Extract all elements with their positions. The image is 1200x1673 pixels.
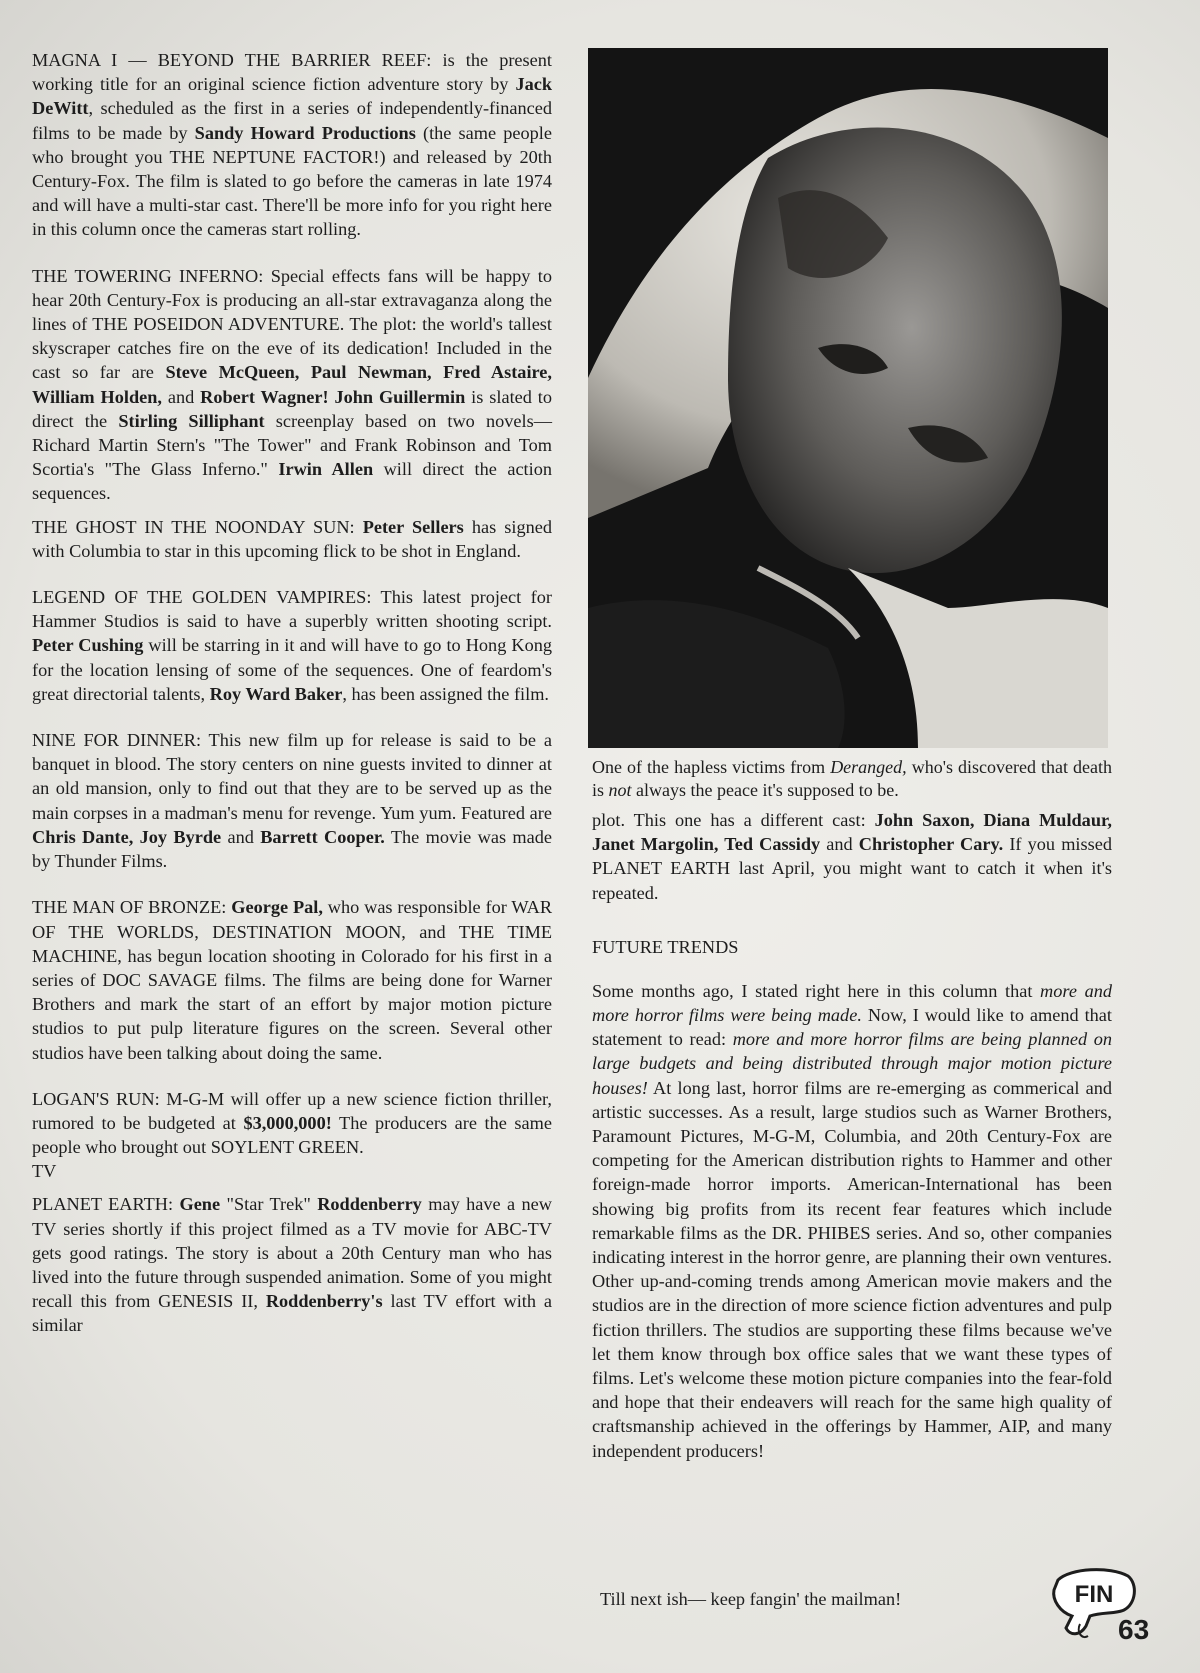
article-planet-earth-continued: plot. This one has a different cast: John Saxon, Diana Muldaur, Janet Margolin, Ted Cassidy and Christopher Cary. If you missed PLANET EARTH last April, you might want to catch it when it's repeated. bbox=[592, 810, 1112, 903]
signoff-line: Till next ish— keep fangin' the mailman! bbox=[600, 1589, 902, 1609]
right-column bbox=[592, 808, 1112, 1463]
horror-film-photo bbox=[588, 48, 1108, 748]
article-nine-for-dinner: NINE FOR DINNER: This new film up for release is said to be a banquet in blood. The story centers on nine guests invited to dinner at an old mansion, only to find out that they are to be served up as the main corpses in a madman's menu for revenge. Yum yum. Featured are Chris Dante, Joy Byrde and Barrett Cooper. The movie was made by Thunder Films. bbox=[32, 730, 552, 872]
section-heading-future-trends: FUTURE TRENDS bbox=[592, 936, 739, 957]
page-number: 63 bbox=[1118, 1614, 1150, 1645]
photo-illustration bbox=[588, 48, 1108, 748]
article-ghost-noonday-sun: THE GHOST IN THE NOONDAY SUN: Peter Sellers has signed with Columbia to star in this upcoming flick to be shot in England. bbox=[32, 516, 553, 561]
article-man-of-bronze: THE MAN OF BRONZE: George Pal, who was responsible for WAR OF THE WORLDS, DESTINATION MOON, and THE TIME MACHINE, has begun location shooting in Colorado for his first in a series of DOC SAVAGE films. The films are being done for Warner Brothers and mark the start of an effort by major motion picture studios to put pulp literature figures on the screen. Several other studios have been talking about doing the same. bbox=[32, 897, 553, 1063]
left-column bbox=[32, 48, 552, 1338]
article-towering-inferno: THE TOWERING INFERNO: Special effects fans will be happy to hear 20th Century-Fox is producing an all-star extravaganza along the lines of THE POSEIDON ADVENTURE. The plot: the world's tallest skyscraper catches fire on the eve of its dedication! Included in the cast so far are Steve McQueen, Paul Newman, Fred Astaire, William Holden, and Robert Wagner! John Guillermin is slated to direct the Stirling Silliphant screenplay based on two novels— Richard Martin Stern's "The Tower" and Frank Robinson and Tom Scortia's "The Glass Inferno." Irwin Allen will direct the action sequences. bbox=[32, 265, 553, 504]
article-golden-vampires: LEGEND OF THE GOLDEN VAMPIRES: This latest project for Hammer Studios is said to have a superbly written shooting script. Peter Cushing will be starring in it and will have to go to Hong Kong for the location lensing of some of the sequences. One of feardom's great directorial talents, Roy Ward Baker, has been assigned the film. bbox=[32, 587, 552, 704]
article-magna: MAGNA I — BEYOND THE BARRIER REEF: is the present working title for an original science fiction adventure story by Jack DeWitt, scheduled as the first in a series of independently-financed films to be made by Sandy Howard Productions (the same people who brought you THE NEPTUNE FACTOR!) and released by 20th Century-Fox. The film is slated to go before the cameras in late 1974 and will have a multi-star cast. There'll be more info for you right here in this column once the cameras start rolling. bbox=[32, 50, 552, 240]
photo-caption: One of the hapless victims from Deranged, who's discovered that death is not always the peace it's supposed to be. bbox=[592, 757, 1113, 800]
article-planet-earth: PLANET EARTH: Gene "Star Trek" Roddenberry may have a new TV series shortly if this project filmed as a TV movie for ABC-TV gets good ratings. The story is about a 20th Century man who has lived into the future through suspended animation. Some of you might recall this from GENESIS II, Roddenberry's last TV effort with a similar bbox=[32, 1194, 552, 1336]
article-logans-run: LOGAN'S RUN: M-G-M will offer up a new science fiction thriller, rumored to be budgeted at $3,000,000! The producers are the same people who brought out SOYLENT GREEN. bbox=[32, 1088, 552, 1158]
fin-logo-text: FIN bbox=[1074, 1581, 1114, 1608]
article-future-trends: Some months ago, I stated right here in this column that more and more horror films were being made. Now, I would like to amend that statement to read: more and more horror films are being planned on large budgets and being distributed through major motion picture houses! At long last, horror films are re-emerging as commerical and artistic successes. As a result, large studios such as Warner Brothers, Paramount Pictures, M-G-M, Columbia, and 20th Century-Fox are competing for the American distribution rights to Hammer and other foreign-made horror imports. American-International has been showing big profits from its recent fear features which include remarkable films as the DR. PHIBES series. And so, other companies indicating interest in the horror genre, are planning their own ventures. Other up-and-coming trends among American movie makers and the studios are in the direction of more science fiction adventures and pulp fiction thrillers. The studios are supporting these films because we've let them know through box office sales that we want these types of films. Let's welcome these motion picture companies into the fear-fold and hope that their endeavers will reach for the same high quality of craftsmanship achieved in the offerings by Hammer, AIP, and many independent producers! bbox=[592, 980, 1112, 1461]
section-heading-tv: TV bbox=[32, 1161, 57, 1182]
